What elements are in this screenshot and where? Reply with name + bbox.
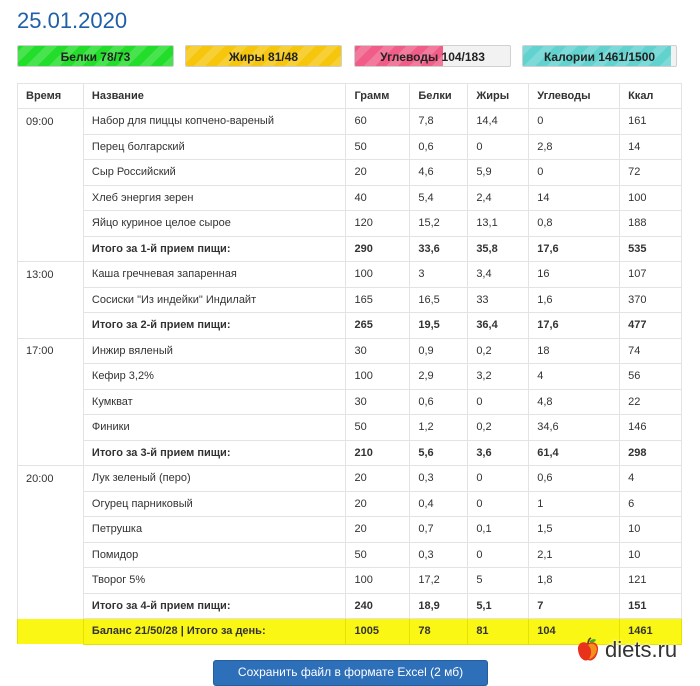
table-row	[18, 262, 682, 288]
cell-grams: 100	[346, 262, 410, 288]
cell-grams: 265	[346, 313, 410, 339]
cell-name: Лук зеленый (перо)	[83, 466, 346, 492]
cell-time	[18, 160, 84, 186]
header-fat: Жиры	[468, 84, 529, 109]
site-logo[interactable]	[575, 632, 677, 668]
cell-fat: 0	[468, 134, 529, 160]
food-diary-table	[17, 83, 682, 645]
cell-carbs: 0,8	[529, 211, 620, 237]
cell-grams: 20	[346, 466, 410, 492]
cell-kcal: 22	[620, 389, 682, 415]
cell-fat: 33	[468, 287, 529, 313]
cell-grams: 50	[346, 134, 410, 160]
cell-name: Итого за 4-й прием пищи:	[83, 593, 346, 619]
cell-carbs: 2,8	[529, 134, 620, 160]
header-protein: Белки	[410, 84, 468, 109]
cell-fat: 14,4	[468, 109, 529, 135]
cell-time	[18, 568, 84, 594]
cell-carbs: 17,6	[529, 236, 620, 262]
cell-grams: 165	[346, 287, 410, 313]
meal-total-row	[18, 236, 682, 262]
table-row	[18, 542, 682, 568]
cell-protein: 3	[410, 262, 468, 288]
cell-fat: 3,2	[468, 364, 529, 390]
cell-protein: 0,6	[410, 389, 468, 415]
cell-carbs: 4	[529, 364, 620, 390]
cell-name: Творог 5%	[83, 568, 346, 594]
cell-name: Петрушка	[83, 517, 346, 543]
cell-grams: 50	[346, 542, 410, 568]
cell-carbs: 61,4	[529, 440, 620, 466]
cell-time	[18, 236, 84, 262]
export-excel-button[interactable]	[213, 660, 488, 686]
table-row	[18, 389, 682, 415]
cell-name: Каша гречневая запаренная	[83, 262, 346, 288]
cell-name: Помидор	[83, 542, 346, 568]
cell-time: 17:00	[18, 338, 84, 364]
cell-carbs: 0,6	[529, 466, 620, 492]
cell-protein: 16,5	[410, 287, 468, 313]
cell-protein: 78	[410, 619, 468, 645]
cell-kcal: 151	[620, 593, 682, 619]
cell-carbs: 16	[529, 262, 620, 288]
cell-grams: 40	[346, 185, 410, 211]
header-carbs: Углеводы	[529, 84, 620, 109]
cell-time	[18, 211, 84, 237]
cell-time	[18, 593, 84, 619]
table-header-row	[18, 84, 682, 109]
progress-label: Белки 78/73	[60, 50, 131, 64]
cell-time: 13:00	[18, 262, 84, 288]
progress-bar	[522, 45, 677, 67]
cell-protein: 0,9	[410, 338, 468, 364]
cell-fat: 0	[468, 491, 529, 517]
cell-fat: 0,1	[468, 517, 529, 543]
cell-carbs: 14	[529, 185, 620, 211]
cell-fat: 3,4	[468, 262, 529, 288]
cell-protein: 1,2	[410, 415, 468, 441]
cell-grams: 20	[346, 160, 410, 186]
cell-name: Яйцо куриное целое сырое	[83, 211, 346, 237]
cell-kcal: 107	[620, 262, 682, 288]
cell-name: Перец болгарский	[83, 134, 346, 160]
cell-fat: 0,2	[468, 338, 529, 364]
cell-time	[18, 389, 84, 415]
cell-grams: 1005	[346, 619, 410, 645]
table-row	[18, 211, 682, 237]
cell-kcal: 14	[620, 134, 682, 160]
cell-name: Сосиски "Из индейки" Индилайт	[83, 287, 346, 313]
cell-protein: 0,7	[410, 517, 468, 543]
progress-bar	[17, 45, 174, 67]
cell-grams: 30	[346, 389, 410, 415]
cell-name: Кефир 3,2%	[83, 364, 346, 390]
cell-protein: 0,4	[410, 491, 468, 517]
cell-time	[18, 491, 84, 517]
cell-carbs: 7	[529, 593, 620, 619]
table-row	[18, 415, 682, 441]
progress-bar	[354, 45, 511, 67]
cell-fat: 81	[468, 619, 529, 645]
cell-protein: 18,9	[410, 593, 468, 619]
cell-carbs: 18	[529, 338, 620, 364]
cell-time	[18, 619, 84, 645]
cell-name: Хлеб энергия зерен	[83, 185, 346, 211]
cell-kcal: 72	[620, 160, 682, 186]
header-kcal: Ккал	[620, 84, 682, 109]
table-row	[18, 338, 682, 364]
cell-time	[18, 440, 84, 466]
cell-carbs: 1	[529, 491, 620, 517]
cell-kcal: 146	[620, 415, 682, 441]
cell-carbs: 34,6	[529, 415, 620, 441]
cell-time: 09:00	[18, 109, 84, 135]
cell-kcal: 74	[620, 338, 682, 364]
progress-label: Углеводы 104/183	[380, 50, 485, 64]
cell-kcal: 477	[620, 313, 682, 339]
cell-kcal: 56	[620, 364, 682, 390]
apple-icon	[575, 637, 601, 663]
progress-label: Калории 1461/1500	[543, 50, 656, 64]
cell-grams: 210	[346, 440, 410, 466]
table-row	[18, 160, 682, 186]
cell-protein: 2,9	[410, 364, 468, 390]
cell-time	[18, 287, 84, 313]
cell-grams: 60	[346, 109, 410, 135]
cell-grams: 100	[346, 364, 410, 390]
cell-carbs: 104	[529, 619, 620, 645]
cell-time	[18, 185, 84, 211]
cell-fat: 3,6	[468, 440, 529, 466]
cell-kcal: 4	[620, 466, 682, 492]
cell-kcal: 535	[620, 236, 682, 262]
table-row	[18, 134, 682, 160]
cell-carbs: 0	[529, 109, 620, 135]
cell-fat: 0	[468, 466, 529, 492]
header-name: Название	[83, 84, 346, 109]
logo-text: diets.ru	[605, 637, 678, 662]
cell-time	[18, 415, 84, 441]
table-row	[18, 109, 682, 135]
cell-protein: 5,4	[410, 185, 468, 211]
header-grams: Грамм	[346, 84, 410, 109]
cell-kcal: 6	[620, 491, 682, 517]
cell-kcal: 1461	[620, 619, 682, 645]
cell-carbs: 1,6	[529, 287, 620, 313]
cell-name: Инжир вяленый	[83, 338, 346, 364]
cell-fat: 35,8	[468, 236, 529, 262]
cell-kcal: 100	[620, 185, 682, 211]
cell-time	[18, 364, 84, 390]
cell-fat: 5,1	[468, 593, 529, 619]
cell-fat: 13,1	[468, 211, 529, 237]
progress-label: Жиры 81/48	[228, 50, 299, 64]
cell-name: Итого за 1-й прием пищи:	[83, 236, 346, 262]
cell-fat: 0,2	[468, 415, 529, 441]
cell-carbs: 0	[529, 160, 620, 186]
cell-time	[18, 134, 84, 160]
cell-fat: 36,4	[468, 313, 529, 339]
cell-kcal: 298	[620, 440, 682, 466]
cell-grams: 290	[346, 236, 410, 262]
progress-bar	[185, 45, 342, 67]
cell-protein: 15,2	[410, 211, 468, 237]
cell-fat: 0	[468, 389, 529, 415]
cell-protein: 0,3	[410, 466, 468, 492]
cell-carbs: 1,8	[529, 568, 620, 594]
cell-time: 20:00	[18, 466, 84, 492]
cell-kcal: 161	[620, 109, 682, 135]
cell-fat: 2,4	[468, 185, 529, 211]
cell-grams: 30	[346, 338, 410, 364]
cell-name: Итого за 3-й прием пищи:	[83, 440, 346, 466]
cell-protein: 4,6	[410, 160, 468, 186]
cell-name: Огурец парниковый	[83, 491, 346, 517]
cell-name: Финики	[83, 415, 346, 441]
cell-carbs: 4,8	[529, 389, 620, 415]
cell-time	[18, 542, 84, 568]
cell-fat: 0	[468, 542, 529, 568]
cell-protein: 5,6	[410, 440, 468, 466]
cell-grams: 240	[346, 593, 410, 619]
cell-kcal: 370	[620, 287, 682, 313]
cell-name: Набор для пиццы копчено-вареный	[83, 109, 346, 135]
cell-protein: 33,6	[410, 236, 468, 262]
cell-fat: 5,9	[468, 160, 529, 186]
cell-carbs: 2,1	[529, 542, 620, 568]
meal-total-row	[18, 593, 682, 619]
header-time: Время	[18, 84, 84, 109]
cell-fat: 5	[468, 568, 529, 594]
cell-grams: 20	[346, 491, 410, 517]
cell-name: Сыр Российский	[83, 160, 346, 186]
cell-grams: 100	[346, 568, 410, 594]
cell-protein: 0,6	[410, 134, 468, 160]
meal-total-row	[18, 313, 682, 339]
export-button-label: Сохранить файл в формате Excel (2 мб)	[237, 665, 464, 679]
cell-carbs: 17,6	[529, 313, 620, 339]
cell-protein: 17,2	[410, 568, 468, 594]
table-row	[18, 491, 682, 517]
cell-protein: 0,3	[410, 542, 468, 568]
cell-name: Итого за 2-й прием пищи:	[83, 313, 346, 339]
cell-kcal: 10	[620, 542, 682, 568]
table-row	[18, 568, 682, 594]
cell-grams: 20	[346, 517, 410, 543]
cell-name: Кумкват	[83, 389, 346, 415]
cell-kcal: 188	[620, 211, 682, 237]
table-row	[18, 364, 682, 390]
table-row	[18, 466, 682, 492]
meal-total-row	[18, 440, 682, 466]
cell-carbs: 1,5	[529, 517, 620, 543]
cell-kcal: 121	[620, 568, 682, 594]
table-row	[18, 185, 682, 211]
cell-grams: 120	[346, 211, 410, 237]
table-row	[18, 517, 682, 543]
cell-time	[18, 517, 84, 543]
cell-grams: 50	[346, 415, 410, 441]
cell-kcal: 10	[620, 517, 682, 543]
cell-time	[18, 313, 84, 339]
table-row	[18, 287, 682, 313]
page-date: 25.01.2020	[17, 8, 128, 33]
cell-protein: 19,5	[410, 313, 468, 339]
nutrient-progress-bars	[17, 45, 677, 67]
cell-name: Баланс 21/50/28 | Итого за день:	[83, 619, 346, 645]
cell-protein: 7,8	[410, 109, 468, 135]
